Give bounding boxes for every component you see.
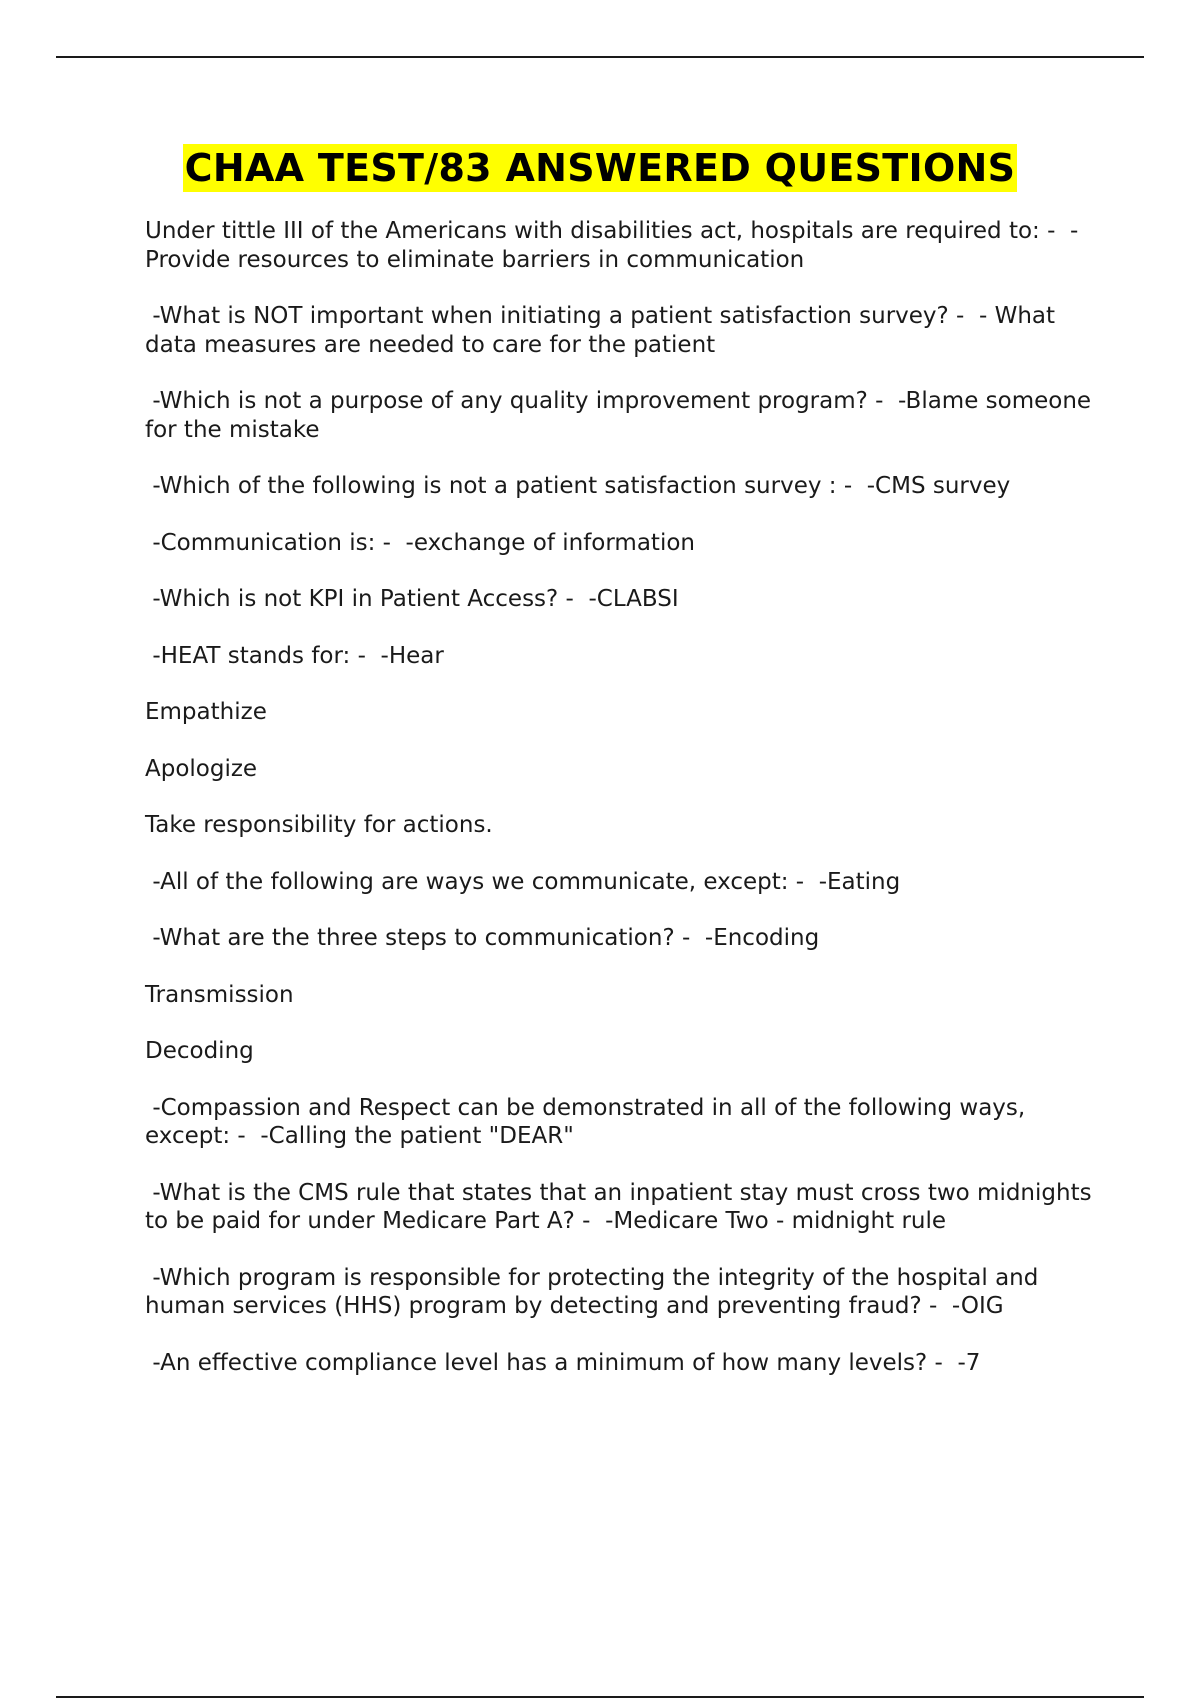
qa-paragraph: Under tittle III of the Americans with disabilities act, hospitals are required to: - -Provide resources to eliminate barriers in communication	[145, 218, 1079, 273]
qa-paragraph: -An effective compliance level has a minimum of how many levels? - -7	[145, 1349, 981, 1376]
answer-continuation: Apologize	[145, 755, 258, 782]
qa-paragraph: -What are the three steps to communication? - -Encoding	[145, 925, 820, 951]
answer-continuation: Take responsibility for actions.	[145, 812, 493, 838]
answer-continuation: Transmission	[145, 981, 294, 1008]
top-rule	[56, 56, 1144, 58]
answer-continuation: Empathize	[145, 699, 267, 725]
qa-paragraph: -All of the following are ways we communicate, except: - -Eating	[145, 868, 901, 895]
qa-paragraph: -Compassion and Respect can be demonstrated in all of the following ways, except: - -Calling the patient "DEAR"	[145, 1094, 1033, 1149]
qa-paragraph: -Which is not KPI in Patient Access? - -CLABSI	[145, 586, 679, 612]
answer-continuation: Decoding	[145, 1038, 254, 1064]
qa-paragraph: -Which is not a purpose of any quality improvement program? - -Blame someone for the mistake	[145, 388, 1099, 443]
document-body	[145, 217, 1099, 1405]
qa-paragraph: -Which program is responsible for protecting the integrity of the hospital and human services (HHS) program by detecting and preventing fraud? - -OIG	[145, 1264, 1046, 1319]
document-title: CHAA TEST/83 ANSWERED QUESTIONS	[184, 146, 1016, 190]
qa-paragraph: -What is the CMS rule that states that an inpatient stay must cross two midnights to be paid for under Medicare Part A? - -Medicare Two - midnight rule	[145, 1179, 1099, 1234]
qa-paragraph: -HEAT stands for: - -Hear	[145, 642, 444, 669]
qa-paragraph: -Which of the following is not a patient satisfaction survey : - -CMS survey	[145, 473, 1011, 499]
qa-paragraph: -What is NOT important when initiating a patient satisfaction survey? - - What data measures are needed to care for the patient	[145, 303, 1063, 358]
bottom-rule	[56, 1696, 1144, 1698]
title-container	[0, 144, 1200, 192]
qa-paragraph: -Communication is: - -exchange of information	[145, 529, 695, 556]
